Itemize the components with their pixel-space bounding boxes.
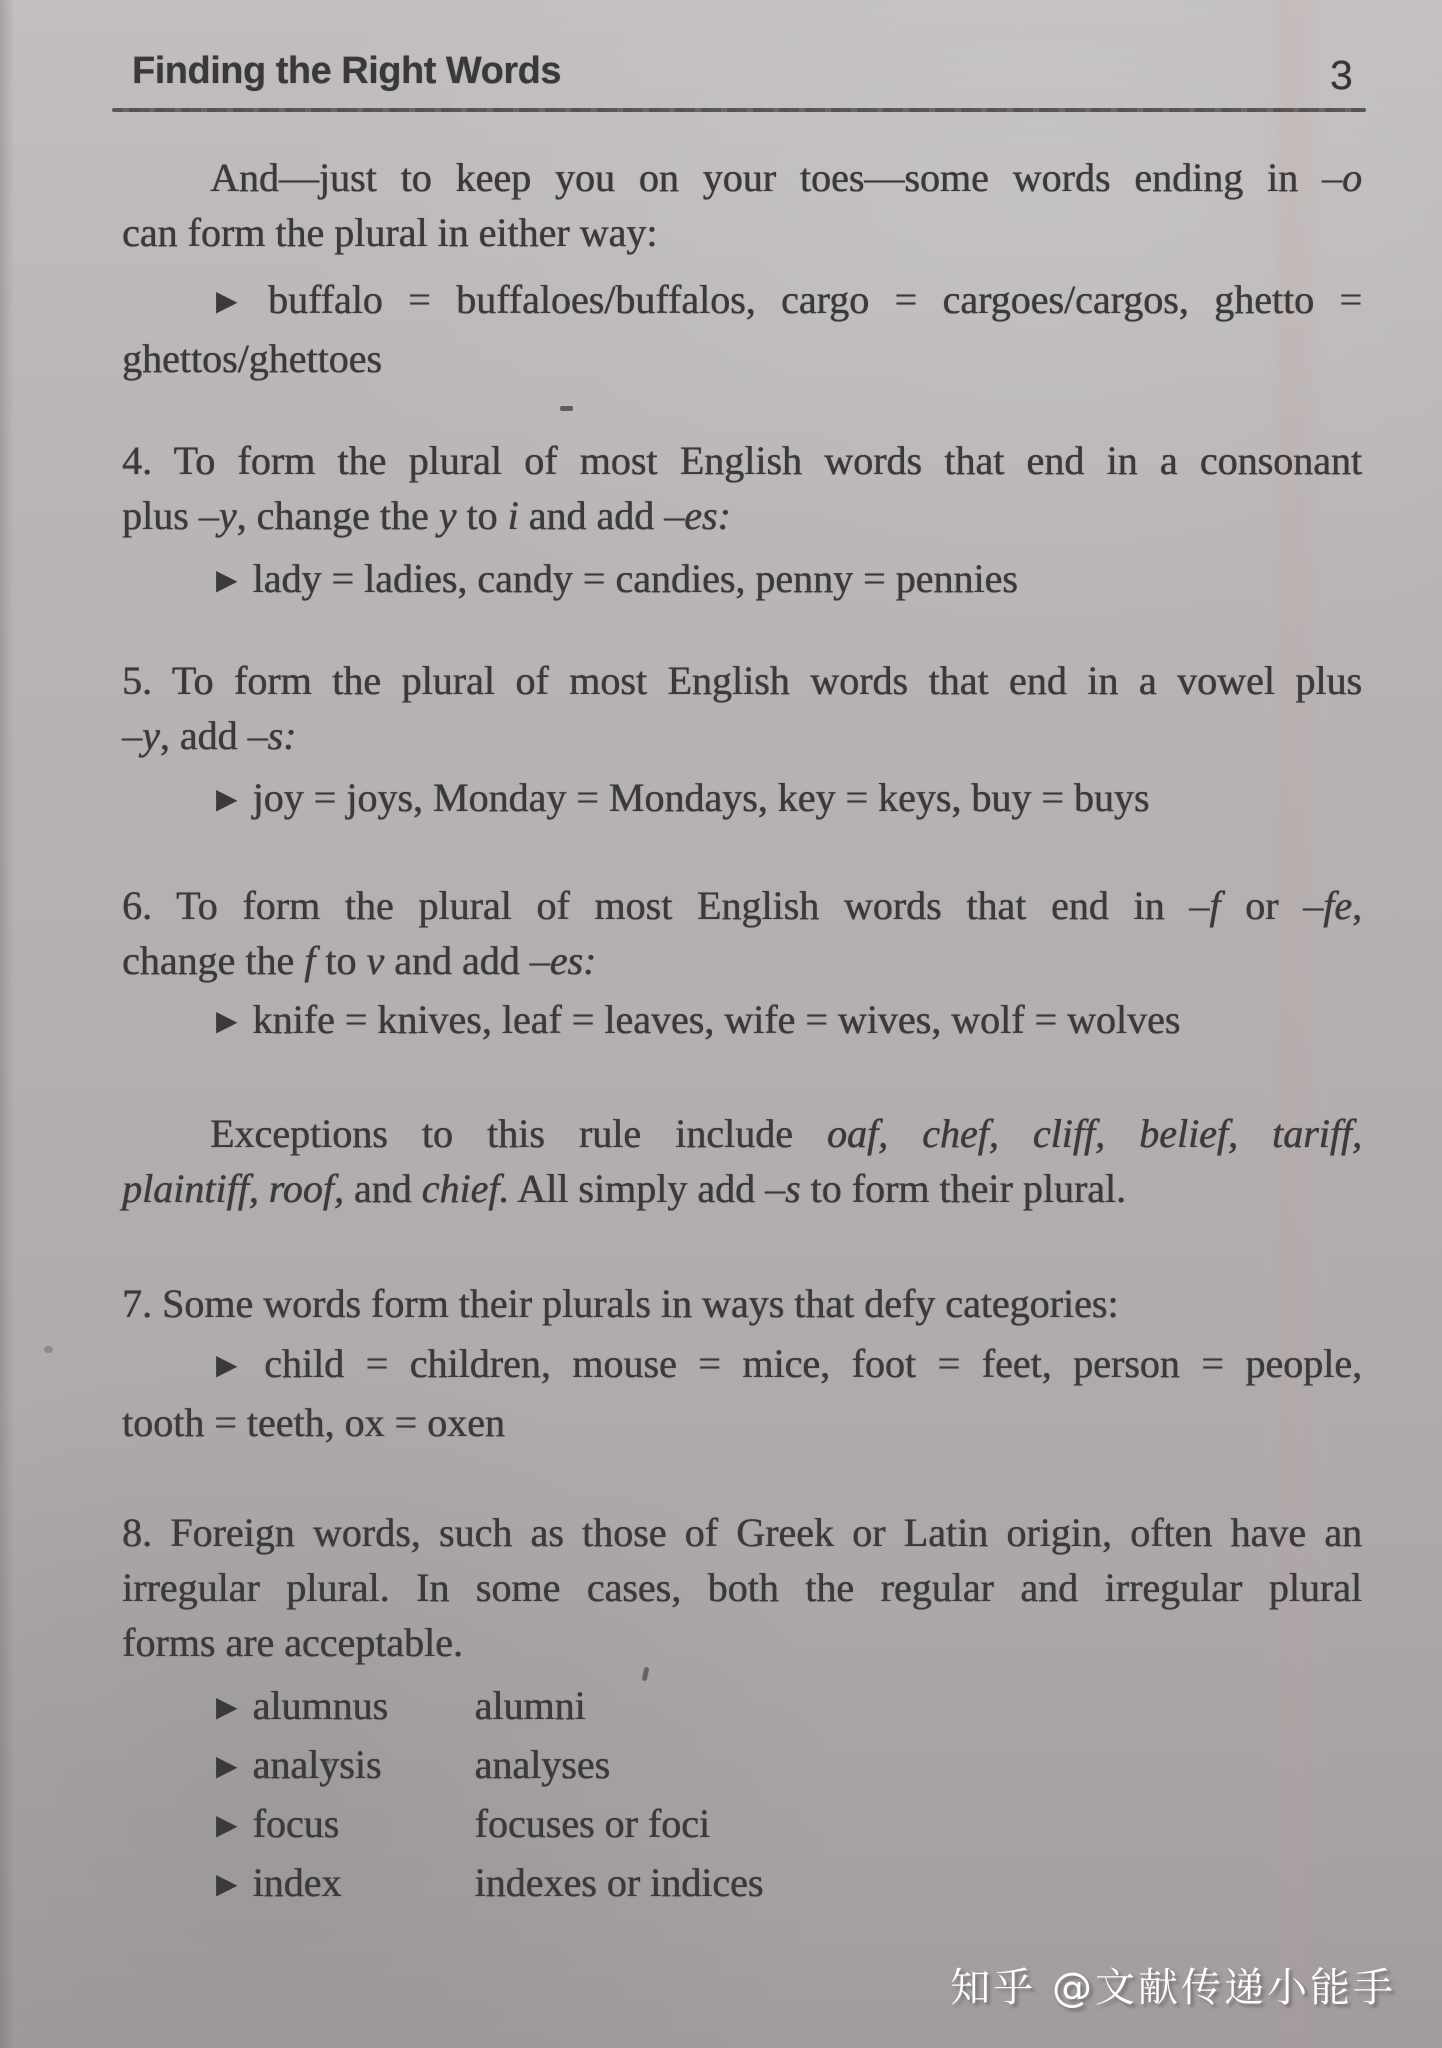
text-line: –y, add –s:	[122, 713, 297, 758]
plural-word: indexes or indices	[474, 1860, 764, 1905]
text-line: change the f to v and add –es:	[122, 938, 597, 983]
page-number: 3	[1330, 52, 1353, 98]
bullet-arrow-icon: ▶	[216, 1749, 238, 1782]
text-line: And—just to keep you on your toes—some words ending in –o	[210, 155, 1362, 200]
bullet-item	[122, 272, 1362, 386]
plural-word: focuses or foci	[474, 1801, 711, 1846]
text-line: 4. To form the plural of most English words that end in a consonant	[122, 438, 1362, 483]
text-line: ▶ buffalo = buffaloes/buffalos, cargo = cargoes/cargos, ghetto =	[216, 277, 1362, 322]
rule-paragraph	[122, 433, 1362, 543]
text-line: 6. To form the plural of most English words that end in –f or –fe,	[122, 883, 1362, 928]
text-line: ▶ child = children, mouse = mice, foot = feet, person = people,	[216, 1341, 1362, 1386]
scan-artifact	[560, 406, 573, 411]
bullet-item	[122, 992, 1362, 1051]
text-line: plus –y, change the y to i and add –es:	[122, 493, 731, 538]
text-line: tooth = teeth, ox = oxen	[122, 1400, 505, 1445]
bullet-arrow-icon: ▶	[216, 1348, 250, 1381]
word-list-row	[216, 1678, 1362, 1737]
bullet-item	[122, 1336, 1362, 1450]
watermark: 知乎 @文献传递小能手	[950, 1965, 1396, 2011]
text-line: forms are acceptable.	[122, 1620, 463, 1665]
word-list-row	[216, 1855, 1362, 1914]
bullet-arrow-icon: ▶	[216, 563, 238, 596]
text-line: plaintiff, roof, and chief. All simply add –s to form their plural.	[122, 1166, 1126, 1211]
text-line: can form the plural in either way:	[122, 210, 658, 255]
text-line: ▶ lady = ladies, candy = candies, penny = pennies	[216, 556, 1018, 601]
bullet-arrow-icon: ▶	[216, 1690, 238, 1723]
singular-word: analysis	[252, 1742, 382, 1787]
text-line: Exceptions to this rule include oaf, chef, cliff, belief, tariff,	[210, 1111, 1363, 1156]
paragraph	[122, 150, 1362, 260]
scan-artifact	[325, 1758, 332, 1764]
singular-word: alumnus	[252, 1683, 389, 1728]
bullet-arrow-icon: ▶	[216, 1004, 238, 1037]
text-line: 8. Foreign words, such as those of Greek or Latin origin, often have an	[122, 1510, 1362, 1555]
text-line: ghettos/ghettoes	[122, 336, 382, 381]
running-header-title: Finding the Right Words	[132, 50, 561, 92]
text-line: 5. To form the plural of most English words that end in a vowel plus	[122, 658, 1362, 703]
bullet-arrow-icon: ▶	[216, 1808, 238, 1841]
plural-word: alumni	[474, 1683, 586, 1728]
bullet-arrow-icon: ▶	[216, 284, 253, 317]
bullet-item	[122, 551, 1362, 610]
singular-word: focus	[252, 1801, 340, 1846]
scan-artifact	[44, 1346, 53, 1353]
word-list-row	[216, 1737, 1362, 1796]
paragraph	[122, 1106, 1362, 1216]
bullet-arrow-icon: ▶	[216, 782, 238, 815]
rule-paragraph	[122, 1505, 1362, 1670]
text-line: 7. Some words form their plurals in ways that defy categories:	[122, 1281, 1119, 1326]
header-rule	[112, 108, 1366, 112]
rule-paragraph	[122, 1276, 1362, 1331]
bullet-item	[122, 770, 1362, 829]
text-line: irregular plural. In some cases, both the regular and irregular plural	[122, 1565, 1362, 1610]
plural-word-list	[122, 1678, 1362, 1914]
rule-paragraph	[122, 878, 1362, 988]
text-line: ▶ joy = joys, Monday = Mondays, key = keys, buy = buys	[216, 775, 1150, 820]
singular-word: index	[252, 1860, 342, 1905]
rule-paragraph	[122, 653, 1362, 763]
text-line: ▶ knife = knives, leaf = leaves, wife = wives, wolf = wolves	[216, 997, 1181, 1042]
plural-word: analyses	[474, 1742, 611, 1787]
bullet-arrow-icon: ▶	[216, 1867, 238, 1900]
word-list-row	[216, 1796, 1362, 1855]
